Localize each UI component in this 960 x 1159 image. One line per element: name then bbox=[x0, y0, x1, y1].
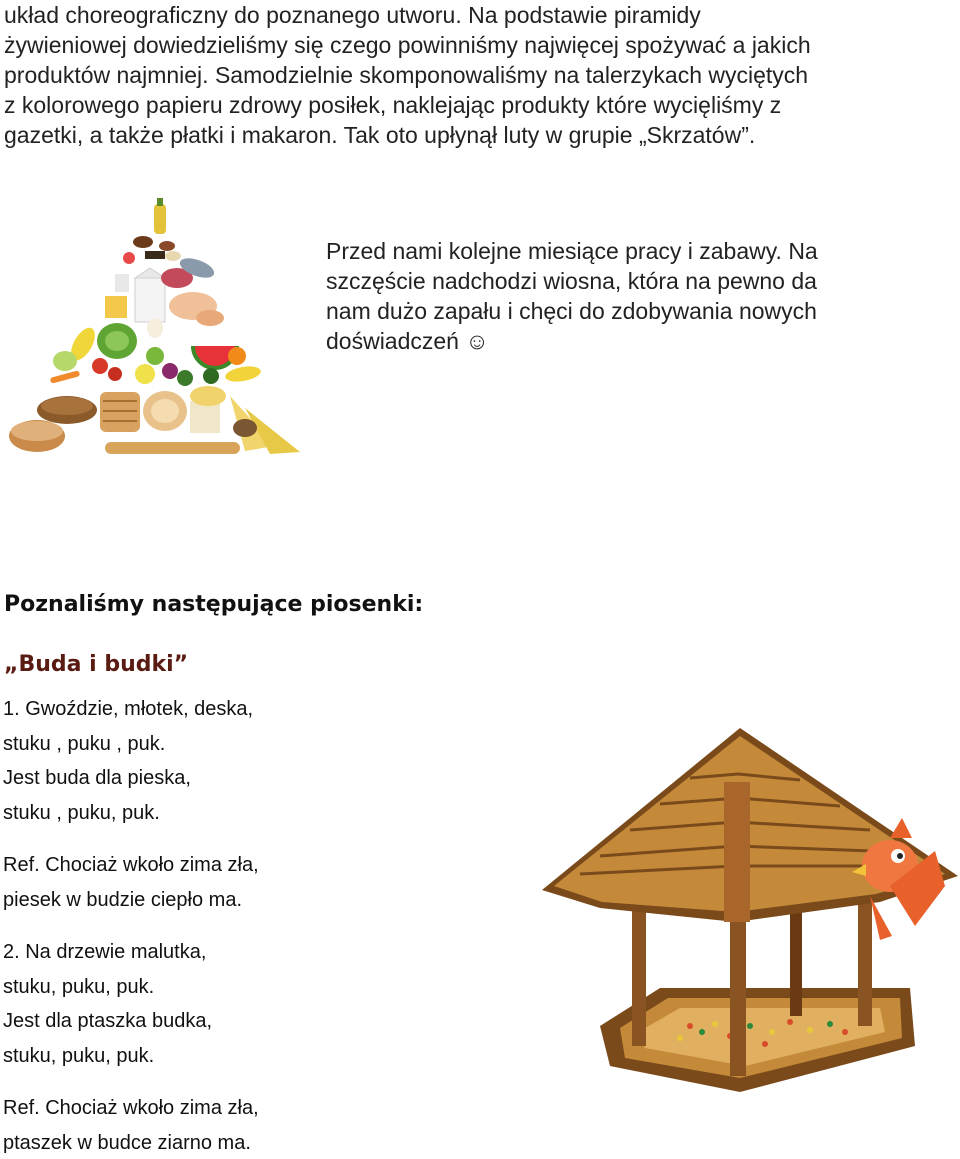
aside-line: szczęście nadchodzi wiosna, która na pewno da bbox=[326, 268, 817, 294]
bird-feeder-image bbox=[540, 726, 960, 1102]
food-pyramid-image bbox=[5, 196, 305, 460]
lyric-line: Ref. Chociaż wkoło zima zła, bbox=[3, 1097, 259, 1119]
intro-line: produktów najmniej. Samodzielnie skomponowaliśmy na talerzykach wyciętych bbox=[4, 62, 809, 88]
lyric-line: ptaszek w budce ziarno ma. bbox=[3, 1132, 251, 1154]
lyric-line: stuku, puku, puk. bbox=[3, 976, 155, 998]
lyric-line: Ref. Chociaż wkoło zima zła, bbox=[3, 854, 259, 876]
songs-heading: Poznaliśmy następujące piosenki: bbox=[4, 592, 424, 617]
aside-line: nam dużo zapału i chęci do zdobywania nowych bbox=[326, 298, 817, 324]
intro-line: gazetki, a także płatki i makaron. Tak oto upłynął luty w grupie „Skrzatów”. bbox=[4, 122, 756, 148]
lyric-line: stuku , puku, puk. bbox=[3, 802, 160, 824]
intro-line: układ choreograficzny do poznanego utworu. Na podstawie piramidy bbox=[4, 2, 701, 28]
lyric-line: stuku, puku, puk. bbox=[3, 1045, 155, 1067]
aside-line: Przed nami kolejne miesiące pracy i zabawy. Na bbox=[326, 238, 818, 264]
lyric-line: Jest dla ptaszka budka, bbox=[3, 1010, 213, 1032]
intro-line: żywieniowej dowiedzieliśmy się czego powinniśmy najwięcej spożywać a jakich bbox=[4, 32, 811, 58]
intro-line: z kolorowego papieru zdrowy posiłek, naklejając produkty które wycięliśmy z bbox=[4, 92, 782, 118]
lyric-line: Jest buda dla pieska, bbox=[3, 767, 191, 789]
spring-paragraph bbox=[326, 236, 886, 356]
lyric-line: stuku , puku , puk. bbox=[3, 733, 166, 755]
lyric-line: 1. Gwoździe, młotek, deska, bbox=[3, 698, 254, 720]
intro-paragraph bbox=[4, 0, 954, 150]
lyric-line: 2. Na drzewie malutka, bbox=[3, 941, 207, 963]
aside-line: doświadczeń ☺ bbox=[326, 328, 489, 354]
song-title: „Buda i budki” bbox=[4, 652, 189, 677]
lyric-line: piesek w budzie ciepło ma. bbox=[3, 889, 243, 911]
